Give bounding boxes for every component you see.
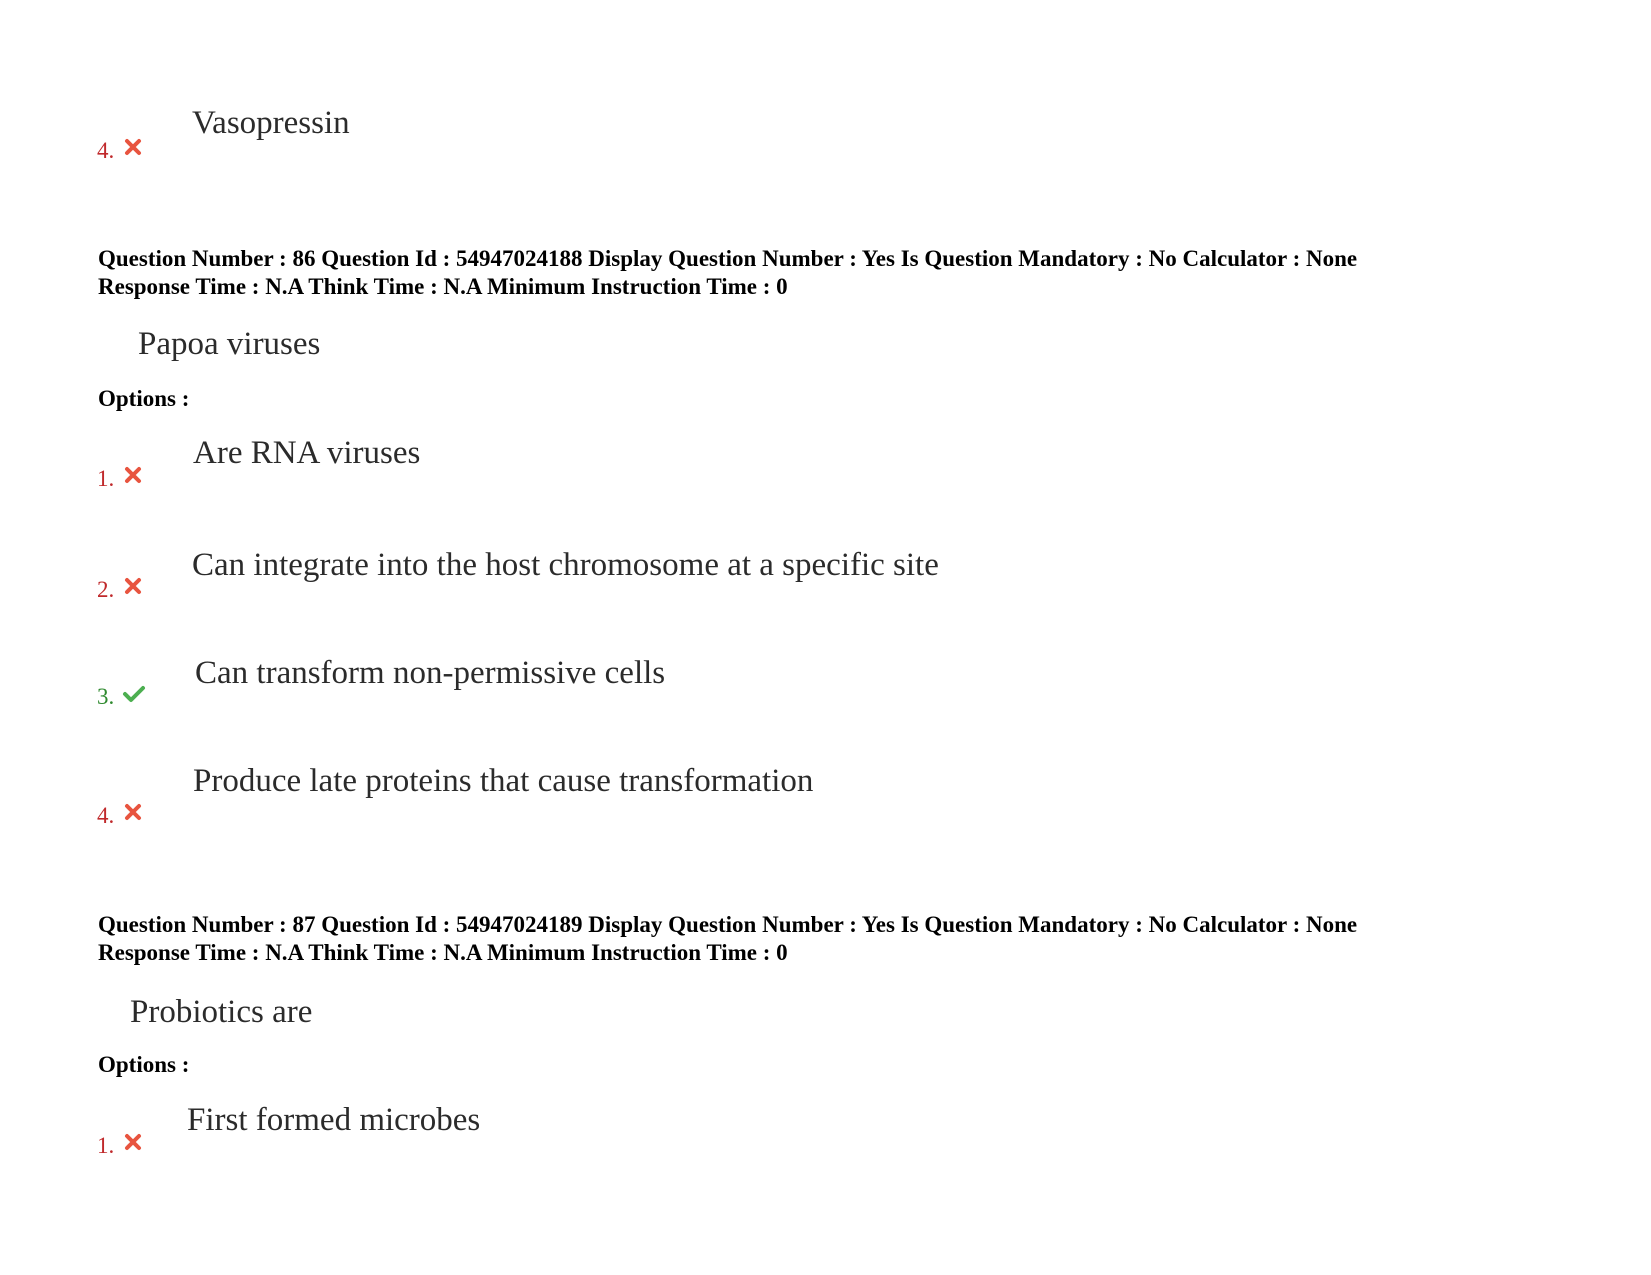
question-meta-line-1: Question Number : 87 Question Id : 54947024189 Display Question Number : Yes Is Question Mandatory : No Calculator : None xyxy=(98,912,1358,937)
option-number-row xyxy=(97,803,142,829)
cross-icon xyxy=(124,1133,142,1151)
option-number: 1. xyxy=(97,1133,115,1158)
cross-icon xyxy=(124,577,142,595)
cross-icon xyxy=(124,803,142,821)
option-number: 4. xyxy=(97,803,115,828)
question-text: Papoa viruses xyxy=(138,326,321,362)
question-text: Probiotics are xyxy=(130,994,313,1030)
option-number-row xyxy=(97,466,142,492)
question-meta-line-2: Response Time : N.A Think Time : N.A Minimum Instruction Time : 0 xyxy=(98,940,788,965)
option-number-row xyxy=(97,684,146,710)
question-meta-line-1: Question Number : 86 Question Id : 54947024188 Display Question Number : Yes Is Question Mandatory : No Calculator : None xyxy=(98,246,1358,271)
option-number: 3. xyxy=(97,684,115,709)
option-number: 2. xyxy=(97,577,115,602)
option-text: Produce late proteins that cause transformation xyxy=(193,763,814,799)
option-number-row xyxy=(97,577,142,603)
question-meta-line-2: Response Time : N.A Think Time : N.A Minimum Instruction Time : 0 xyxy=(98,274,788,299)
option-text: First formed microbes xyxy=(187,1102,481,1138)
options-label: Options : xyxy=(98,386,190,411)
option-text: Are RNA viruses xyxy=(193,435,421,471)
option-text: Can integrate into the host chromosome at a specific site xyxy=(192,547,939,583)
option-number: 4. xyxy=(97,138,115,163)
option-text: Can transform non-permissive cells xyxy=(195,655,666,691)
cross-icon xyxy=(124,466,142,484)
option-number-row xyxy=(97,1133,142,1159)
option-number: 1. xyxy=(97,466,115,491)
check-icon xyxy=(122,685,146,703)
options-label: Options : xyxy=(98,1052,190,1077)
option-number-row xyxy=(97,138,142,164)
option-text: Vasopressin xyxy=(192,105,350,141)
cross-icon xyxy=(124,138,142,156)
